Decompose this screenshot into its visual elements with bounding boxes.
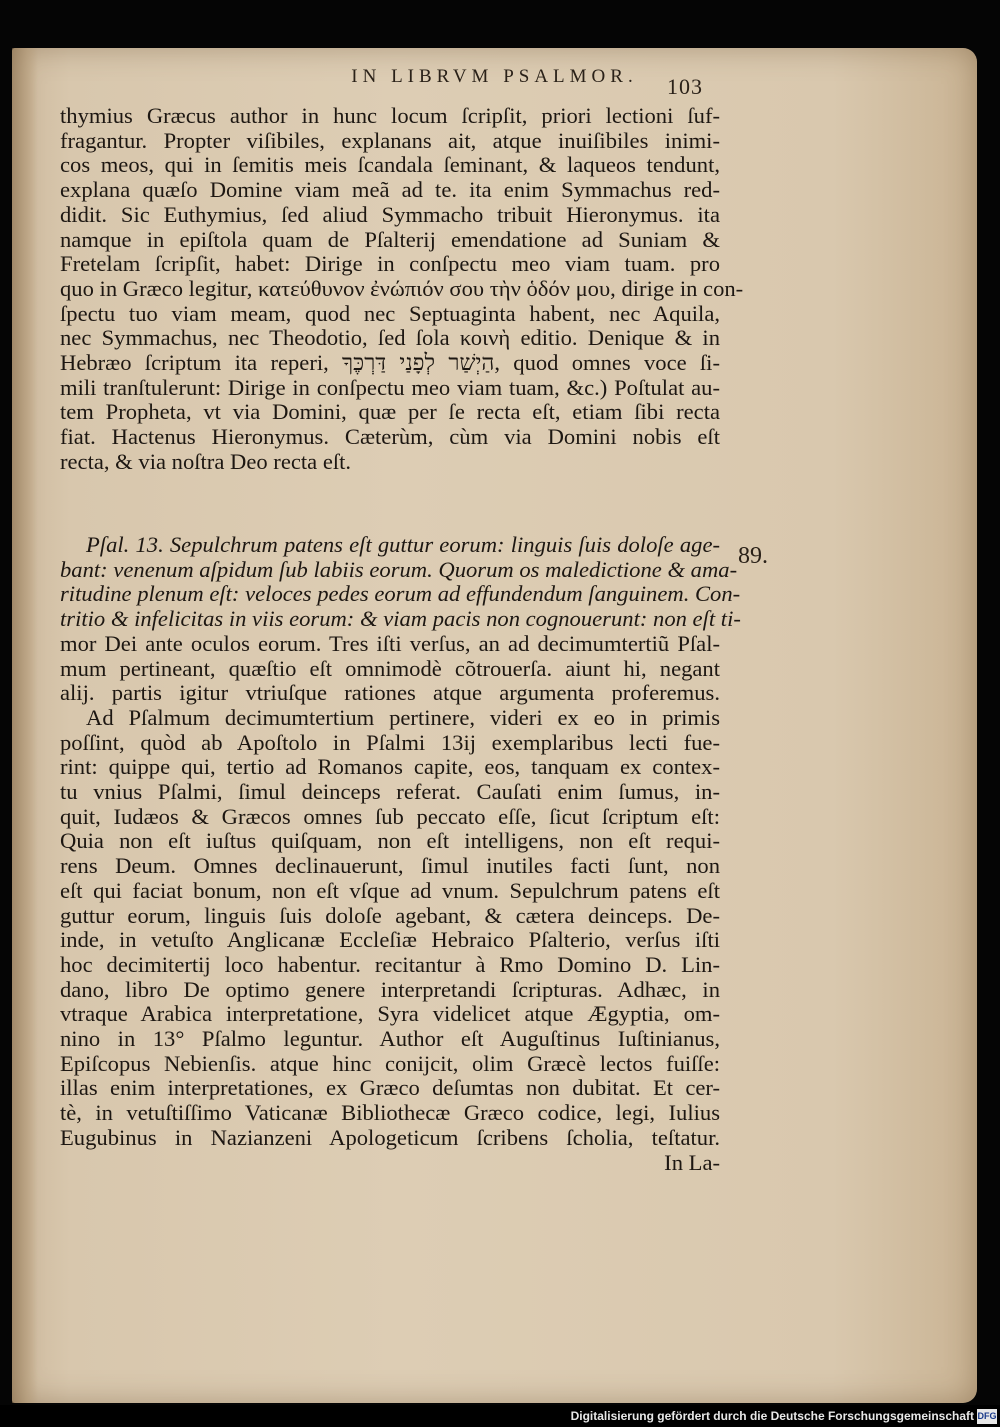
- text-line: eſt qui faciat bonum, non eſt vſque ad vnum. Sepulchrum patens eſt: [60, 877, 720, 903]
- text-line: didit. Sic Euthymius, ſed aliud Symmacho tribuit Hieronymus. ita: [60, 201, 720, 227]
- text-line: poſſint, quòd ab Apoſtolo in Pſalmi 13ij exemplaribus lecti fue-: [60, 729, 720, 755]
- text-line: inde, in vetuſto Anglicanæ Eccleſiæ Hebraico Pſalterio, verſus iſti: [60, 927, 720, 953]
- text-line: fragantur. Propter viſibiles, explanans ait, atque inuiſibiles inimi-: [60, 127, 720, 153]
- text-line: rens Deum. Omnes declinauerunt, ſimul inutiles facti ſunt, non: [60, 853, 720, 879]
- text-line: Hebræo ſcriptum ita reperi, הַיְשַׁר לְפָנַי דַּרְכֶּךָ, quod omnes voce ſi-: [60, 350, 720, 376]
- text-line: cos meos, qui in ſemitis meis ſcandala ſeminant, & laqueos tendunt,: [60, 152, 720, 178]
- text-line: quo in Græco legitur, κατεύθυνον ἐνώπιόν σου τὴν ὁδόν μου, dirige in con-: [60, 275, 744, 301]
- catchword: In La-: [664, 1149, 720, 1175]
- dfg-logo-icon: DFG: [977, 1409, 997, 1424]
- text-line: Pſal. 13. Sepulchrum patens eſt guttur eorum: linguis ſuis doloſe age-: [86, 532, 720, 557]
- text-line: tritio & infelicitas in viis eorum: & viam pacis non cognouerunt: non eſt ti-: [60, 606, 741, 632]
- page-spine-shadow: [12, 48, 38, 1403]
- text-line: fiat. Hactenus Hieronymus. Cæterùm, cùm via Domini nobis eſt: [60, 424, 720, 450]
- text-line: recta, & via noſtra Deo recta eſt.: [60, 448, 352, 474]
- text-line: ritudine plenum eſt: veloces pedes eorum ad effundendum ſanguinem. Con-: [60, 581, 741, 607]
- text-line: alij. partis igitur vtriuſque rationes atque argumenta proferemus.: [60, 680, 720, 706]
- text-line: nino in 13° Pſalmo leguntur. Author eſt Auguſtinus Iuſtinianus,: [60, 1026, 720, 1052]
- text-line: Fretelam ſcripſit, habet: Dirige in conſpectu meo viam tuam. pro: [60, 251, 720, 277]
- text-line: ſpectu tuo viam meam, quod nec Septuaginta habent, nec Aquila,: [60, 300, 720, 326]
- text-line: mor Dei ante oculos eorum. Tres iſti verſus, an ad decimumtertiũ Pſal-: [60, 630, 720, 656]
- book-page: [12, 48, 977, 1403]
- footer-bar: [0, 1405, 1000, 1427]
- text-line: rint: quippe qui, tertio ad Romanos capite, eos, tanquam ex contex-: [60, 754, 720, 780]
- text-block-2: [60, 532, 741, 1175]
- text-line: mum pertineant, quæſtio eſt omnimodè cõtrouerſa. aiunt hi, negant: [60, 655, 720, 681]
- funding-credit: Digitalisierung gefördert durch die Deutsche Forschungsgemeinschaft: [570, 1409, 974, 1423]
- text-line: tem Propheta, vt via Domini, quæ per ſe recta eſt, etiam ſibi recta: [60, 399, 720, 425]
- text-line: namque in epiſtola quam de Pſalterij emendatione ad Suniam &: [60, 226, 720, 252]
- text-line: tè, in vetuſtiſſimo Vaticanæ Bibliothecæ Græco codice, legi, Iulius: [60, 1100, 720, 1126]
- text-line: dano, libro De optimo genere interpretandi ſcripturas. Adhæc, in: [60, 976, 720, 1002]
- text-line: nec Symmachus, nec Theodotio, ſed ſola κοινὴ editio. Denique & in: [60, 325, 720, 351]
- text-line: quit, Iudæos & Græcos omnes ſub peccato eſſe, ſicut ſcriptum eſt:: [60, 803, 720, 829]
- text-line: Quia non eſt iuſtus quiſquam, non eſt intelligens, non eſt requi-: [60, 828, 720, 854]
- text-block-1: [60, 103, 744, 475]
- text-line: Epiſcopus Nebienſis. atque hinc conijcit, olim Græcè lectos fuiſſe:: [60, 1050, 720, 1076]
- text-line: bant: venenum aſpidum ſub labiis eorum. Quorum os maledictione & ama-: [60, 556, 738, 582]
- running-head: IN LIBRVM PSALMOR.: [351, 66, 638, 87]
- text-line: explana quæſo Domine viam meã ad te. ita enim Symmachus red-: [60, 177, 720, 203]
- text-line: Ad Pſalmum decimumtertium pertinere, videri ex eo in primis: [86, 704, 720, 730]
- text-line: mili tranſtulerunt: Dirige in conſpectu meo viam tuam, &c.) Poſtulat au-: [60, 374, 720, 400]
- text-line: vtraque Arabica interpretatione, Syra videlicet atque Ægyptia, om-: [60, 1001, 720, 1027]
- text-line: tu vnius Pſalmi, ſimul deinceps referat. Cauſati enim ſumus, in-: [60, 779, 720, 805]
- text-line: hoc decimitertij loco habentur. recitantur à Rmo Domino D. Lin-: [60, 951, 720, 977]
- text-line: thymius Græcus author in hunc locum ſcripſit, priori lectioni ſuf-: [60, 103, 720, 128]
- page-number: 103: [667, 74, 703, 99]
- text-line: Eugubinus in Nazianzeni Apologeticum ſcribens ſcholia, teſtatur.: [60, 1124, 720, 1150]
- margin-note: 89.: [738, 543, 768, 569]
- text-line: guttur eorum, linguis ſuis doloſe agebant, & cætera deinceps. De-: [60, 902, 720, 928]
- text-line: illas enim interpretationes, ex Græco deſumtas non dubitat. Et cer-: [60, 1075, 720, 1101]
